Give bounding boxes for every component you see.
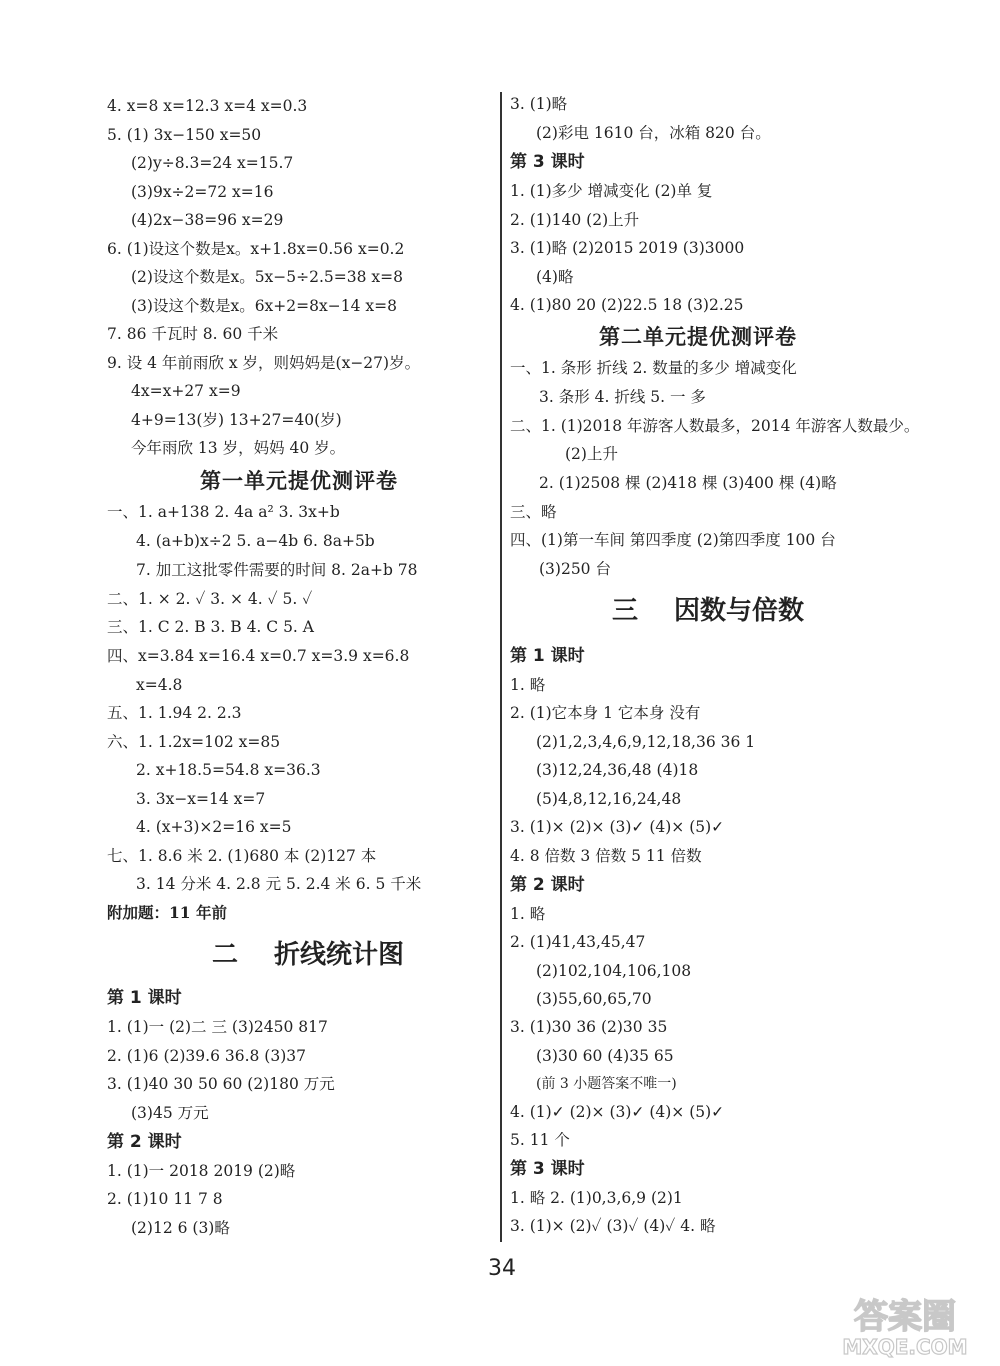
answer-line: 二、1. × 2. ✓ 3. × 4. ✓ 5. ✓ xyxy=(107,590,313,608)
answer-line: 2. (1)它本身 1 它本身 没有 xyxy=(510,704,701,722)
answer-line: 七、1. 8.6 米 2. (1)680 本 (2)127 本 xyxy=(107,847,377,865)
answer-line: (2)y÷8.3=24 x=15.7 xyxy=(131,154,294,172)
answer-line: (2)102,104,106,108 xyxy=(536,962,692,980)
answer-line: 2. (1)2508 棵 (2)418 棵 (3)400 棵 (4)略 xyxy=(539,474,837,492)
answer-line: 4. (1)✓ (2)× (3)✓ (4)× (5)✓ xyxy=(510,1103,725,1121)
answer-line: 4. (x+3)×2=16 x=5 xyxy=(136,818,292,836)
answer-line: 1. (1)一 2018 2019 (2)略 xyxy=(107,1162,296,1180)
answer-line: 二、1. (1)2018 年游客人数最多，2014 年游客人数最少。 xyxy=(510,417,920,435)
answer-line: (4)略 xyxy=(536,268,574,286)
answer-line: (3)250 台 xyxy=(539,560,611,578)
answer-line: (2)彩电 1610 台，冰箱 820 台。 xyxy=(536,124,771,142)
answer-note: (前 3 小题答案不唯一) xyxy=(536,1076,677,1092)
unit-test-title: 第一单元提优测评卷 xyxy=(200,469,398,493)
answer-line: 3. (1)略 (2)2015 2019 (3)3000 xyxy=(510,239,745,257)
answer-line: (3)设这个数是x。6x+2=8x−14 x=8 xyxy=(131,297,397,315)
answer-line: (3)45 万元 xyxy=(131,1104,209,1122)
answer-line: 3. (1)× (2)✓ (3)✓ (4)✓ 4. 略 xyxy=(510,1217,716,1235)
chapter-number: 三 xyxy=(612,596,639,626)
bonus-question-line: 附加题：11 年前 xyxy=(107,903,227,922)
lesson-title: 第 1 课时 xyxy=(107,988,182,1008)
lesson-title: 第 3 课时 xyxy=(510,1159,585,1179)
answer-line: (3)9x÷2=72 x=16 xyxy=(131,183,274,201)
answer-line: (3)30 60 (4)35 65 xyxy=(536,1047,674,1065)
lesson-title: 第 2 课时 xyxy=(107,1132,182,1152)
answer-line: 1. 略 2. (1)0,3,6,9 (2)1 xyxy=(510,1189,683,1207)
answer-line: 四、x=3.84 x=16.4 x=0.7 x=3.9 x=6.8 xyxy=(107,647,410,665)
column-divider xyxy=(500,92,502,1242)
answer-line: 4. (1)80 20 (2)22.5 18 (3)2.25 xyxy=(510,296,744,314)
answer-line: 六、1. 1.2x=102 x=85 xyxy=(107,733,281,751)
answer-line: x=4.8 xyxy=(136,676,183,694)
answer-line: 三、1. C 2. B 3. B 4. C 5. A xyxy=(107,618,314,636)
watermark-text-top: 答案圈 xyxy=(854,1297,956,1337)
lesson-title: 第 2 课时 xyxy=(510,875,585,895)
answer-line: (2)12 6 (3)略 xyxy=(131,1219,230,1237)
answer-line: 2. (1)41,43,45,47 xyxy=(510,933,646,951)
answer-line: 7. 86 千瓦时 8. 60 千米 xyxy=(107,325,279,343)
answer-line: 4x=x+27 x=9 xyxy=(131,382,241,400)
answer-line: 3. 3x−x=14 x=7 xyxy=(136,790,266,808)
watermark-text-bottom: MXQE.COM xyxy=(842,1335,968,1359)
answer-line: 1. (1)一 (2)二 三 (3)2450 817 xyxy=(107,1018,328,1036)
answer-line: 9. 设 4 年前雨欣 x 岁，则妈妈是(x−27)岁。 xyxy=(107,354,421,372)
unit-test-title: 第二单元提优测评卷 xyxy=(599,325,797,349)
watermark-logo xyxy=(820,1290,990,1360)
answer-line: (2)上升 xyxy=(565,445,618,463)
chapter-title xyxy=(212,938,404,972)
answer-line: 2. (1)10 11 7 8 xyxy=(107,1190,223,1208)
answer-line: 4. x=8 x=12.3 x=4 x=0.3 xyxy=(107,97,308,115)
answer-line: 三、略 xyxy=(510,503,557,521)
answer-line: 3. 条形 4. 折线 5. 一 多 xyxy=(539,388,706,406)
answer-line: 一、1. a+138 2. 4a a² 3. 3x+b xyxy=(107,503,340,521)
lesson-title: 第 3 课时 xyxy=(510,152,585,172)
answer-line: (5)4,8,12,16,24,48 xyxy=(536,790,682,808)
answer-line: 5. 11 个 xyxy=(510,1131,570,1149)
answer-line: 6. (1)设这个数是x。x+1.8x=0.56 x=0.2 xyxy=(107,240,405,258)
answer-line: 1. (1)多少 增减变化 (2)单 复 xyxy=(510,182,713,200)
chapter-title xyxy=(612,594,804,628)
answer-line: 四、(1)第一车间 第四季度 (2)第四季度 100 台 xyxy=(510,531,836,549)
answer-line: 3. (1)40 30 50 60 (2)180 万元 xyxy=(107,1075,335,1093)
answer-line: 一、1. 条形 折线 2. 数量的多少 增减变化 xyxy=(510,359,797,377)
answer-line: 4. 8 倍数 3 倍数 5 11 倍数 xyxy=(510,847,702,865)
answer-line: 3. 14 分米 4. 2.8 元 5. 2.4 米 6. 5 千米 xyxy=(136,875,422,893)
chapter-name: 因数与倍数 xyxy=(674,596,805,626)
answer-line: 1. 略 xyxy=(510,905,546,923)
answer-line: 五、1. 1.94 2. 2.3 xyxy=(107,704,242,722)
answer-line: 4. (a+b)x÷2 5. a−4b 6. 8a+5b xyxy=(136,532,375,550)
answer-line: (3)55,60,65,70 xyxy=(536,990,652,1008)
answer-line: 3. (1)略 xyxy=(510,95,568,113)
page-number: 34 xyxy=(488,1256,516,1281)
answer-line: 5. (1) 3x−150 x=50 xyxy=(107,126,262,144)
answer-line: 2. (1)6 (2)39.6 36.8 (3)37 xyxy=(107,1047,306,1065)
answer-line: 今年雨欣 13 岁，妈妈 40 岁。 xyxy=(131,439,346,457)
answer-line: 1. 略 xyxy=(510,676,546,694)
answer-line: (2)设这个数是x。5x−5÷2.5=38 x=8 xyxy=(131,268,404,286)
answer-line: (3)12,24,36,48 (4)18 xyxy=(536,761,699,779)
answer-line: 2. x+18.5=54.8 x=36.3 xyxy=(136,761,321,779)
answer-line: 7. 加工这批零件需要的时间 8. 2a+b 78 xyxy=(136,561,418,579)
answer-line: 4+9=13(岁) 13+27=40(岁) xyxy=(131,411,342,429)
answer-line: (2)1,2,3,4,6,9,12,18,36 36 1 xyxy=(536,733,756,751)
answer-line: 2. (1)140 (2)上升 xyxy=(510,211,640,229)
lesson-title: 第 1 课时 xyxy=(510,646,585,666)
answer-line: 3. (1)30 36 (2)30 35 xyxy=(510,1018,668,1036)
chapter-number: 二 xyxy=(212,940,239,970)
answer-line: (4)2x−38=96 x=29 xyxy=(131,211,284,229)
answer-line: 3. (1)× (2)× (3)✓ (4)× (5)✓ xyxy=(510,818,725,836)
chapter-name: 折线统计图 xyxy=(274,940,405,970)
